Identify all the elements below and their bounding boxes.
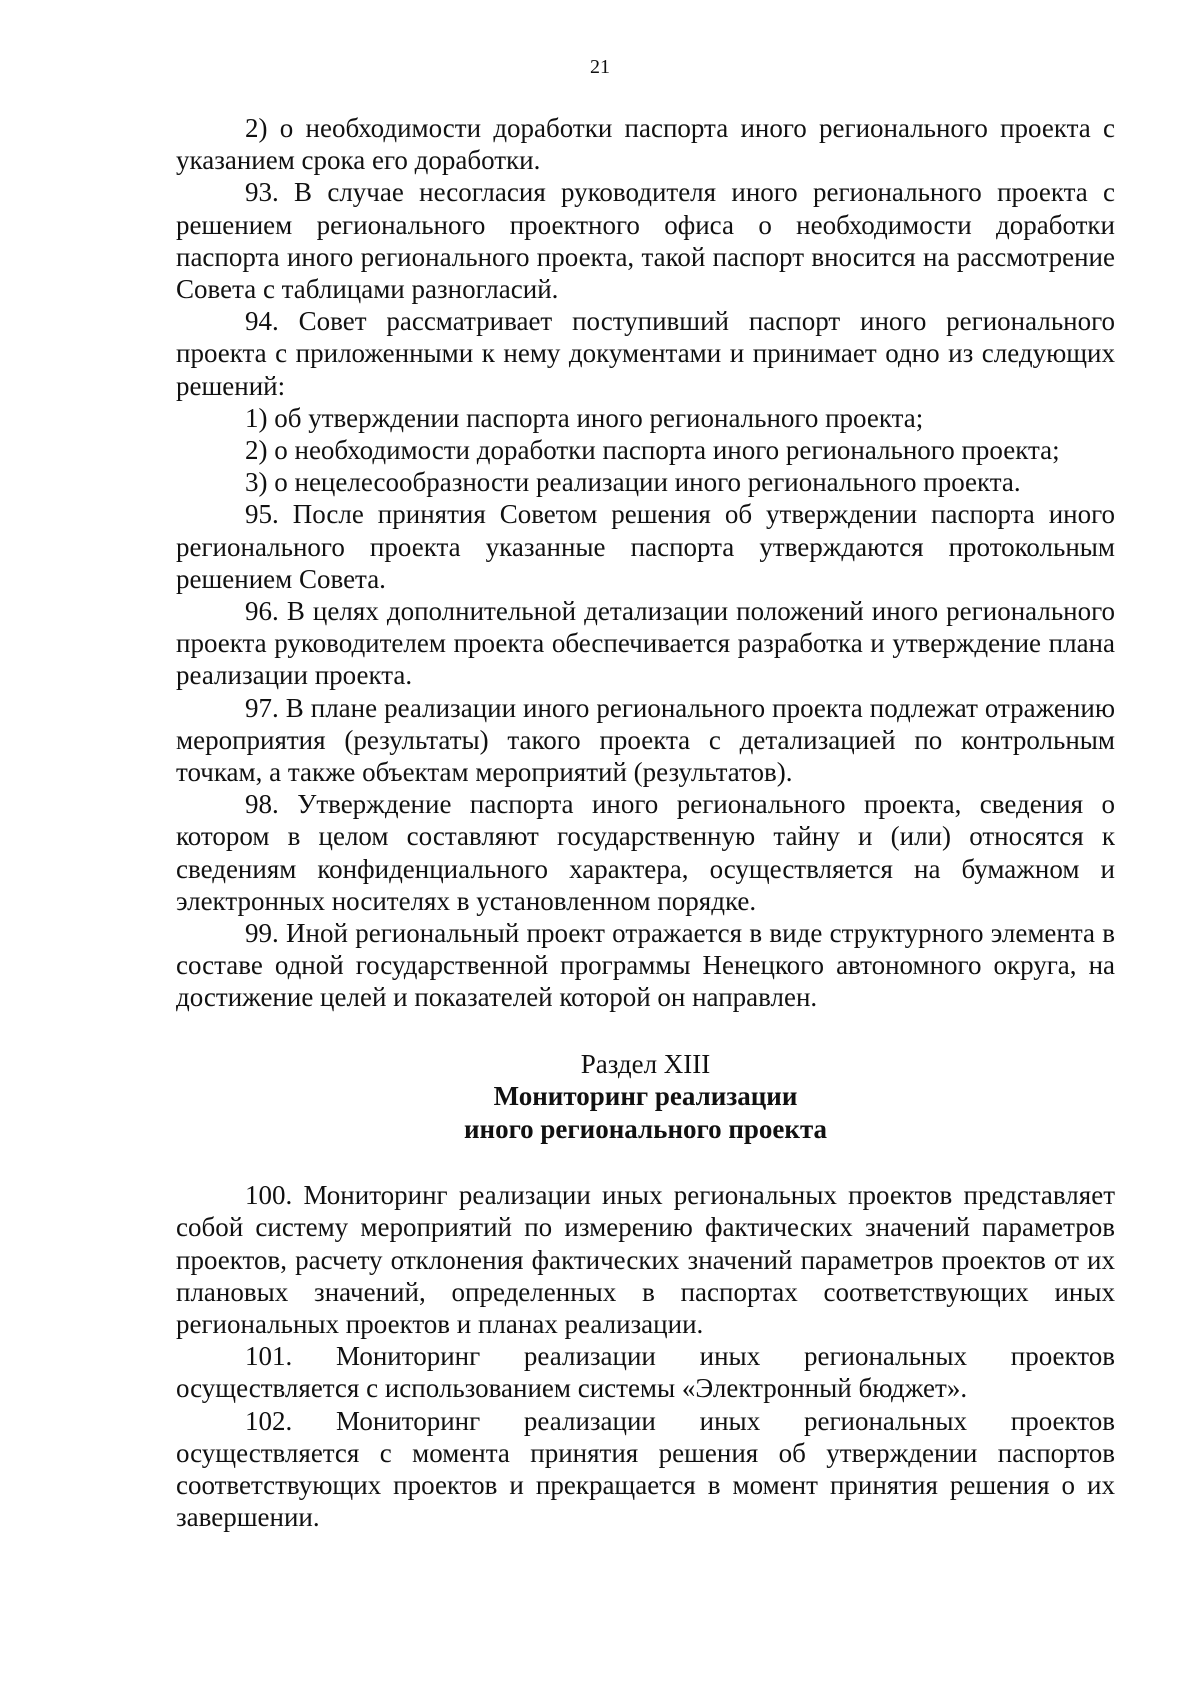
section-heading bbox=[176, 1048, 1115, 1146]
paragraph: 2) о необходимости доработки паспорта иного регионального проекта; bbox=[245, 435, 1060, 466]
paragraph: 97. В плане реализации иного регионального проекта подлежат отражению мероприятия (результаты) такого проекта с детализацией по контрольным точкам, а также объектам мероприятий (результатов). bbox=[176, 692, 1115, 788]
paragraph: 99. Иной региональный проект отражается в виде структурного элемента в составе одной государственной программы Ненецкого автономного округа, на достижение целей и показателей которой он направлен. bbox=[176, 918, 1115, 1013]
section-title-line-1: Мониторинг реализации bbox=[493, 1081, 798, 1112]
paragraph: 101. Мониторинг реализации иных региональных проектов осуществляется с использованием системы «Электронный бюджет». bbox=[176, 1341, 1115, 1404]
document-body bbox=[176, 112, 1115, 1533]
paragraph: 96. В целях дополнительной детализации положений иного регионального проекта руководителем проекта обеспечивается разработка и утверждение плана реализации проекта. bbox=[176, 596, 1115, 691]
paragraph: 93. В случае несогласия руководителя иного регионального проекта с решением регионального проектного офиса о необходимости доработки паспорта иного регионального проекта, такой паспорт вносится на рассмотрение Совета с таблицами разногласий. bbox=[176, 177, 1115, 305]
paragraph: 3) о нецелесообразности реализации иного регионального проекта. bbox=[245, 467, 1021, 498]
paragraph: 100. Мониторинг реализации иных региональных проектов представляет собой систему мероприятий по измерению фактических значений параметров проектов, расчету отклонения фактических значений параметров проектов от их плановых значений, определенных в паспортах соответствующих иных региональных проектов и планах реализации. bbox=[176, 1180, 1115, 1339]
paragraph: 94. Совет рассматривает поступивший паспорт иного регионального проекта с приложенными к нему документами и принимает одно из следующих решений: bbox=[176, 306, 1115, 401]
paragraph: 2) о необходимости доработки паспорта иного регионального проекта с указанием срока его доработки. bbox=[176, 113, 1115, 176]
page-number: 21 bbox=[590, 56, 610, 78]
paragraph: 1) об утверждении паспорта иного регионального проекта; bbox=[245, 402, 924, 433]
paragraph: 98. Утверждение паспорта иного регионального проекта, сведения о котором в целом составляют государственную тайну и (или) относятся к сведениям конфиденциального характера, осуществляется на бумажном и электронных носителях в установленном порядке. bbox=[176, 789, 1115, 916]
section-label: Раздел XIII bbox=[580, 1048, 711, 1079]
section-title-line-2: иного регионального проекта bbox=[463, 1113, 828, 1144]
paragraph: 95. После принятия Советом решения об утверждении паспорта иного регионального проекта указанные паспорта утверждаются протокольным решением Совета. bbox=[176, 499, 1115, 594]
paragraph: 102. Мониторинг реализации иных региональных проектов осуществляется с момента принятия решения об утверждении паспортов соответствующих проектов и прекращается в момент принятия решения о их завершении. bbox=[176, 1405, 1115, 1533]
